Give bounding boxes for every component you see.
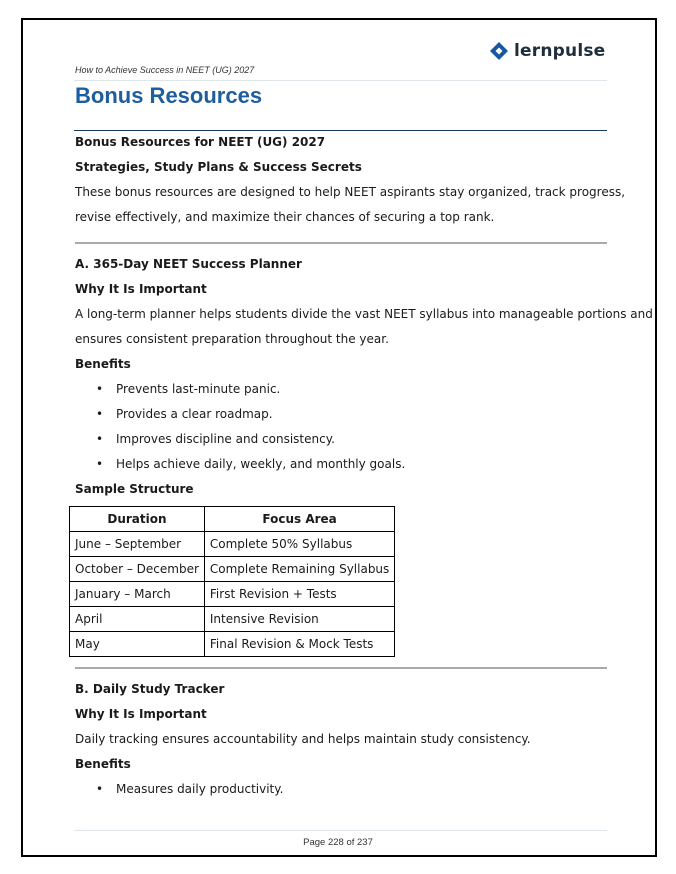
- duration-cell: May: [70, 632, 205, 657]
- planner-table: [69, 506, 395, 657]
- section-a-benefits-heading: Benefits: [75, 357, 131, 371]
- table-row: [70, 582, 395, 607]
- intro-paragraph-line: revise effectively, and maximize their chances of securing a top rank.: [75, 210, 495, 224]
- section-b-benefits-heading: Benefits: [75, 757, 131, 771]
- duration-cell: January – March: [70, 582, 205, 607]
- duration-cell: April: [70, 607, 205, 632]
- benefit-item: • Measures daily productivity.: [75, 777, 607, 802]
- logo: [489, 40, 605, 62]
- focus-area-cell: Final Revision & Mock Tests: [204, 632, 394, 657]
- header-divider: [74, 80, 607, 81]
- section-a-heading: A. 365-Day NEET Success Planner: [75, 257, 302, 271]
- running-title: How to Achieve Success in NEET (UG) 2027: [75, 65, 255, 75]
- column-header-duration: Duration: [70, 507, 205, 532]
- planner-table-wrap: [69, 506, 607, 657]
- column-header-focus-area: Focus Area: [204, 507, 394, 532]
- section-b-heading: B. Daily Study Tracker: [75, 682, 225, 696]
- section-b-why-line: Daily tracking ensures accountability and helps maintain study consistency.: [75, 732, 531, 746]
- table-row: [70, 607, 395, 632]
- focus-area-cell: Complete 50% Syllabus: [204, 532, 394, 557]
- duration-cell: October – December: [70, 557, 205, 582]
- benefit-item: • Helps achieve daily, weekly, and monthly goals.: [75, 452, 607, 477]
- logo-text: lernpulse: [514, 41, 606, 61]
- page-number: Page 228 of 237: [303, 837, 373, 848]
- sample-structure-heading: Sample Structure: [75, 482, 194, 496]
- focus-area-cell: First Revision + Tests: [204, 582, 394, 607]
- section-a-why-line: ensures consistent preparation throughout the year.: [75, 332, 389, 346]
- benefit-item: • Improves discipline and consistency.: [75, 427, 607, 452]
- intro-paragraph-line: These bonus resources are designed to help NEET aspirants stay organized, track progress,: [75, 185, 626, 199]
- focus-area-cell: Intensive Revision: [204, 607, 394, 632]
- page-title: Bonus Resources: [75, 83, 263, 108]
- intro-heading: Bonus Resources for NEET (UG) 2027: [75, 135, 326, 149]
- section-a-why-heading: Why It Is Important: [75, 282, 207, 296]
- table-row: [70, 557, 395, 582]
- table-row: [70, 632, 395, 657]
- section-a-why-line: A long-term planner helps students divide the vast NEET syllabus into manageable portions and: [75, 307, 653, 321]
- intro-subheading: Strategies, Study Plans & Success Secrets: [75, 160, 362, 174]
- diamond-logo-icon: [489, 41, 509, 61]
- table-header-row: [70, 507, 395, 532]
- benefit-item: • Provides a clear roadmap.: [75, 402, 607, 427]
- duration-cell: June – September: [70, 532, 205, 557]
- focus-area-cell: Complete Remaining Syllabus: [204, 557, 394, 582]
- section-b-why-heading: Why It Is Important: [75, 707, 207, 721]
- table-row: [70, 532, 395, 557]
- page-content: [75, 130, 653, 802]
- footer-divider: [74, 830, 607, 831]
- benefit-item: • Prevents last-minute panic.: [75, 377, 607, 402]
